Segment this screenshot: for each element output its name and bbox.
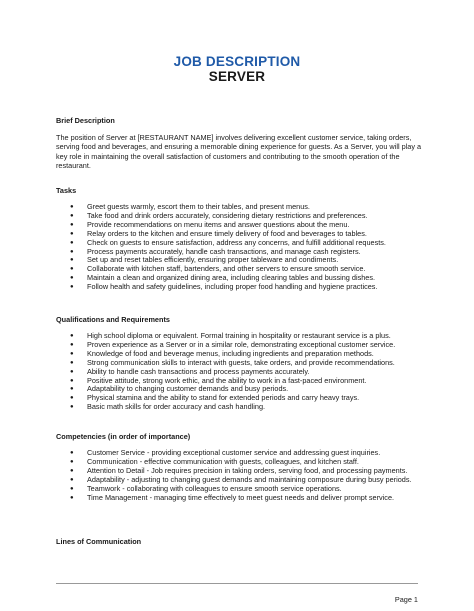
bullet-icon: ● [70,395,74,402]
list-item [56,403,422,412]
list-item-text: Positive attitude, strong work ethic, and the ability to work in a fast-paced environment. [87,375,367,385]
page-number: Page 1 [394,595,418,604]
bullet-icon: ● [70,239,74,246]
bullet-icon: ● [70,284,74,291]
bullet-icon: ● [70,377,74,384]
tasks-list [56,203,422,292]
list-item-text: Time Management - managing time effectively to meet guest needs and deliver prompt service. [87,492,395,502]
bullet-icon: ● [70,485,74,492]
list-item-text: Maintain a clean and organized dining area, including clearing tables and bussing dishes. [87,273,376,283]
list-item-text: Adaptability to changing customer demands and busy periods. [87,384,289,394]
lines-of-communication-section [56,537,422,546]
bullet-icon: ● [70,368,74,375]
job-title: SERVER [208,69,266,84]
bullet-icon: ● [70,266,74,273]
bullet-icon: ● [70,458,74,465]
bullet-icon: ● [70,386,74,393]
list-item-text: Knowledge of food and beverage menus, including ingredients and preparation methods. [87,348,374,358]
bullet-icon: ● [70,359,74,366]
section-heading: Qualifications and Requirements [56,315,170,324]
list-item-text: Basic math skills for order accuracy and cash handling. [87,402,266,412]
bullet-icon: ● [70,221,74,228]
list-item-text: High school diploma or equivalent. Formal training in hospitality or restaurant service is a plus. [87,331,391,340]
bullet-icon: ● [70,275,74,282]
bullet-icon: ● [70,230,74,237]
list-item-text: Teamwork - collaborating with colleagues to ensure smooth service operations. [87,483,342,493]
bullet-icon: ● [70,204,74,210]
list-item-text: Physical stamina and the ability to stand for extended periods and carry heavy trays. [87,393,360,403]
bullet-icon: ● [70,257,74,264]
list-item-text: Collaborate with kitchen staff, bartenders, and other servers to ensure smooth service. [87,264,366,274]
document-title: JOB DESCRIPTION [173,54,301,69]
bullet-icon: ● [70,404,74,411]
list-item-text: Customer Service - providing exceptional customer service and addressing guest inquiries. [87,448,381,457]
list-item-text: Attention to Detail - Job requires precision in taking orders, serving food, and processing payments. [87,465,408,475]
bullet-icon: ● [70,450,74,456]
list-item-text: Proven experience as a Server or in a similar role, demonstrating exceptional customer service. [87,339,396,349]
bullet-icon: ● [70,476,74,483]
list-item-text: Take food and drink orders accurately, considering dietary restrictions and preferences. [87,210,368,220]
footer-divider [56,583,418,584]
list-item-text: Communication - effective communication with guests, colleagues, and kitchen staff. [87,456,359,466]
list-item-text: Adaptability - adjusting to changing guest demands and maintaining composure during busy periods. [87,474,412,484]
bullet-icon: ● [70,341,74,348]
list-item-text: Set up and reset tables efficiently, ensuring proper tableware and condiments. [87,255,339,265]
list-item-text: Strong communication skills to interact with guests, take orders, and provide recommendations. [87,357,395,367]
bullet-icon: ● [70,248,74,255]
list-item [56,283,422,292]
list-item-text: Follow health and safety guidelines, including proper food handling and hygiene practices. [87,282,378,292]
list-item-text: Check on guests to ensure satisfaction, address any concerns, and fulfill additional requests. [87,237,386,247]
competencies-section [56,432,422,502]
qualifications-list [56,332,422,412]
bullet-icon: ● [70,212,74,219]
brief-description-section [56,116,422,171]
section-heading: Brief Description [56,116,115,125]
bullet-icon: ● [70,333,74,339]
bullet-icon: ● [70,350,74,357]
list-item-text: Greet guests warmly, escort them to their tables, and present menus. [87,202,310,211]
list-item-text: Ability to handle cash transactions and process payments accurately. [87,366,310,376]
list-item-text: Process payments accurately, handle cash transactions, and manage cash registers. [87,246,361,256]
list-item [56,494,422,503]
brief-description-text: The position of Server at [RESTAURANT NAME] involves delivering excellent customer service, taking orders, serving food and beverages, and ensuring a memorable dining experience for guests. As a Server, you will play a key role in maintaining the overall satisfaction of customers and contributing to the smooth operation of the restaurant. [56,133,422,171]
section-heading: Competencies (in order of importance) [56,432,191,441]
bullet-icon: ● [70,494,74,501]
qualifications-section [56,315,422,412]
section-heading: Tasks [56,186,77,195]
bullet-icon: ● [70,467,74,474]
list-item-text: Provide recommendations on menu items and answer questions about the menu. [87,219,350,229]
tasks-section [56,186,422,292]
list-item-text: Relay orders to the kitchen and ensure timely delivery of food and beverages to tables. [87,228,367,238]
competencies-list [56,449,422,502]
section-heading: Lines of Communication [56,537,142,546]
